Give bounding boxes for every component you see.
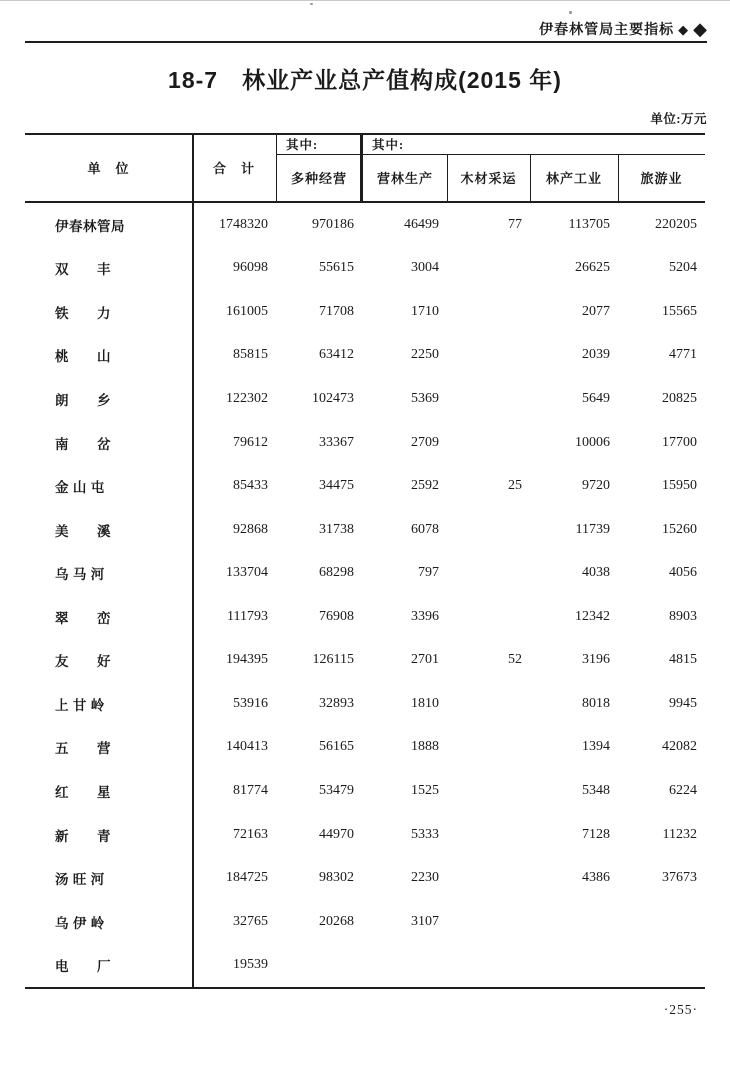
running-header-text: 伊春林管局主要指标 xyxy=(539,21,675,37)
table-title: 18-7 林业产业总产值构成(2015 年) xyxy=(168,67,562,93)
cell-tourism: 4771 xyxy=(669,347,697,363)
column-header-unit: 单 位 xyxy=(87,160,130,176)
cell-forest-industry: 4038 xyxy=(582,565,610,581)
cell-forest-industry: 7128 xyxy=(582,826,610,842)
row-name: 金 山 屯 xyxy=(55,480,105,496)
cell-tourism: 5204 xyxy=(669,260,697,276)
table-row xyxy=(25,769,705,813)
cell-forest-industry: 9720 xyxy=(582,478,610,494)
cell-forestry-production: 1810 xyxy=(411,695,439,711)
table-row xyxy=(25,943,705,987)
cell-tourism: 8903 xyxy=(669,608,697,624)
cell-forest-industry: 113705 xyxy=(568,216,610,232)
row-name: 新 青 xyxy=(55,828,111,844)
cell-forestry-production: 2592 xyxy=(411,478,439,494)
cell-forestry-production: 5333 xyxy=(411,826,439,842)
cell-diversified: 63412 xyxy=(319,347,354,363)
column-header-timber-transport: 木材采运 xyxy=(460,171,517,186)
cell-forestry-production: 1710 xyxy=(411,303,439,319)
cell-diversified: 33367 xyxy=(319,434,354,450)
cell-total: 72163 xyxy=(233,826,268,842)
table-row xyxy=(25,813,705,857)
table-row xyxy=(25,856,705,900)
cell-forestry-production: 46499 xyxy=(404,216,439,232)
table-body xyxy=(25,203,705,987)
cell-total: 140413 xyxy=(226,739,268,755)
scan-artifact xyxy=(310,3,313,5)
cell-diversified: 44970 xyxy=(319,826,354,842)
table-row xyxy=(25,551,705,595)
cell-diversified: 32893 xyxy=(319,695,354,711)
table-bottom-rule xyxy=(25,987,705,989)
cell-total: 184725 xyxy=(226,870,268,886)
cell-total: 111793 xyxy=(227,608,268,624)
cell-tourism: 37673 xyxy=(662,870,697,886)
scan-artifact xyxy=(569,11,572,14)
cell-diversified: 98302 xyxy=(319,870,354,886)
row-name: 伊春林管局 xyxy=(55,218,125,234)
table-row xyxy=(25,421,705,465)
row-name: 南 岔 xyxy=(55,436,111,452)
cell-forestry-production: 5369 xyxy=(411,390,439,406)
cell-forest-industry: 5348 xyxy=(582,782,610,798)
table-row xyxy=(25,595,705,639)
cell-total: 92868 xyxy=(233,521,268,537)
cell-tourism: 20825 xyxy=(662,390,697,406)
cell-total: 79612 xyxy=(233,434,268,450)
cell-total: 19539 xyxy=(233,957,268,973)
cell-forestry-production: 2230 xyxy=(411,870,439,886)
cell-forest-industry: 5649 xyxy=(582,390,610,406)
cell-diversified: 71708 xyxy=(319,303,354,319)
cell-tourism: 17700 xyxy=(662,434,697,450)
cell-forestry-production: 1525 xyxy=(411,782,439,798)
cell-total: 133704 xyxy=(226,565,268,581)
row-name: 朗 乡 xyxy=(55,392,111,408)
table-row xyxy=(25,464,705,508)
cell-forest-industry: 10006 xyxy=(575,434,610,450)
column-header-forestry-production: 营林生产 xyxy=(376,171,433,186)
cell-forest-industry: 3196 xyxy=(582,652,610,668)
column-header-among-1: 其中: xyxy=(286,137,319,152)
row-name: 电 厂 xyxy=(55,959,111,975)
cell-tourism: 4815 xyxy=(669,652,697,668)
row-name: 汤 旺 河 xyxy=(55,872,105,888)
cell-forestry-production: 2250 xyxy=(411,347,439,363)
cell-diversified: 34475 xyxy=(319,478,354,494)
cell-forestry-production: 2701 xyxy=(411,652,439,668)
cell-tourism: 4056 xyxy=(669,565,697,581)
cell-diversified: 970186 xyxy=(312,216,354,232)
column-header-forest-industry: 林产工业 xyxy=(545,171,602,186)
unit-note: 单位:万元 xyxy=(650,112,707,126)
cell-diversified: 126115 xyxy=(312,652,354,668)
row-name: 美 溪 xyxy=(55,523,111,539)
table-row xyxy=(25,334,705,378)
cell-forestry-production: 3004 xyxy=(411,260,439,276)
cell-diversified: 68298 xyxy=(319,565,354,581)
table-row xyxy=(25,682,705,726)
cell-forest-industry: 26625 xyxy=(575,260,610,276)
row-name: 铁 力 xyxy=(55,305,111,321)
cell-forestry-production: 3107 xyxy=(411,913,439,929)
cell-total: 85815 xyxy=(233,347,268,363)
cell-forestry-production: 797 xyxy=(418,565,439,581)
cell-tourism: 15565 xyxy=(662,303,697,319)
cell-tourism: 15950 xyxy=(662,478,697,494)
cell-diversified: 76908 xyxy=(319,608,354,624)
table-row xyxy=(25,377,705,421)
row-name: 上 甘 岭 xyxy=(55,697,105,713)
cell-total: 122302 xyxy=(226,390,268,406)
cell-diversified: 20268 xyxy=(319,913,354,929)
table-row xyxy=(25,639,705,683)
row-name: 友 好 xyxy=(55,654,111,670)
cell-forestry-production: 1888 xyxy=(411,739,439,755)
header-rule xyxy=(25,41,707,43)
cell-total: 96098 xyxy=(233,260,268,276)
cell-diversified: 56165 xyxy=(319,739,354,755)
table-row xyxy=(25,203,705,247)
cell-total: 85433 xyxy=(233,478,268,494)
cell-total: 194395 xyxy=(226,652,268,668)
cell-tourism: 11232 xyxy=(662,826,697,842)
page-number: ·255· xyxy=(663,1002,698,1017)
row-name: 双 丰 xyxy=(55,262,111,278)
row-name: 翠 峦 xyxy=(55,610,111,626)
cell-diversified: 102473 xyxy=(312,390,354,406)
diamond-icon: ◆ xyxy=(693,19,708,39)
diamond-icon: ◆ xyxy=(678,21,690,37)
row-name: 桃 山 xyxy=(55,349,111,365)
cell-total: 1748320 xyxy=(219,216,268,232)
cell-diversified: 53479 xyxy=(319,782,354,798)
cell-timber-transport: 77 xyxy=(508,216,522,232)
cell-timber-transport: 52 xyxy=(508,652,522,668)
cell-forest-industry: 12342 xyxy=(575,608,610,624)
cell-tourism: 6224 xyxy=(669,782,697,798)
column-header-diversified-operations: 多种经营 xyxy=(290,171,347,186)
cell-total: 81774 xyxy=(233,782,268,798)
cell-tourism: 42082 xyxy=(662,739,697,755)
cell-tourism: 220205 xyxy=(655,216,697,232)
table-row xyxy=(25,900,705,944)
column-header-total: 合 计 xyxy=(212,160,255,176)
table-row xyxy=(25,290,705,334)
cell-tourism: 15260 xyxy=(662,521,697,537)
cell-total: 53916 xyxy=(233,695,268,711)
cell-forestry-production: 6078 xyxy=(411,521,439,537)
row-name: 五 营 xyxy=(55,741,111,757)
column-header-among-2: 其中: xyxy=(372,137,405,152)
cell-forest-industry: 2039 xyxy=(582,347,610,363)
cell-forest-industry: 1394 xyxy=(582,739,610,755)
table-row xyxy=(25,508,705,552)
cell-diversified: 55615 xyxy=(319,260,354,276)
row-name: 红 星 xyxy=(55,784,111,800)
cell-forest-industry: 4386 xyxy=(582,870,610,886)
cell-forestry-production: 3396 xyxy=(411,608,439,624)
cell-total: 32765 xyxy=(233,913,268,929)
cell-forestry-production: 2709 xyxy=(411,434,439,450)
cell-total: 161005 xyxy=(226,303,268,319)
cell-forest-industry: 2077 xyxy=(582,303,610,319)
cell-forest-industry: 8018 xyxy=(582,695,610,711)
table-row xyxy=(25,247,705,291)
cell-tourism: 9945 xyxy=(669,695,697,711)
table-row xyxy=(25,726,705,770)
row-name: 乌 伊 岭 xyxy=(55,915,105,931)
column-header-tourism: 旅游业 xyxy=(640,171,683,186)
cell-timber-transport: 25 xyxy=(508,478,522,494)
running-header xyxy=(539,19,708,39)
cell-diversified: 31738 xyxy=(319,521,354,537)
row-name: 乌 马 河 xyxy=(55,567,105,583)
cell-forest-industry: 11739 xyxy=(575,521,610,537)
